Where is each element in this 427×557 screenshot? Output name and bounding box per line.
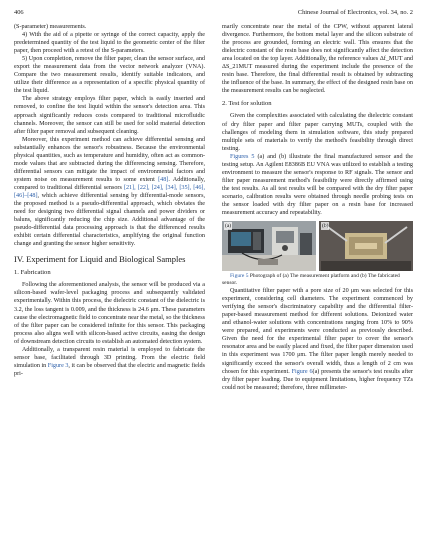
- paragraph: 5) Upon completion, remove the filter paper, clean the sensor surface, and export the measurement data from the vector network analyzer (VNA). Compare the two measurement results, identify suitable indicators, and utilize their difference as a representation of a specific physical quantity of the test liquid.: [14, 56, 205, 95]
- citation-link[interactable]: [21], [22], [24], [34], [35], [46], [46]–[48]: [14, 184, 205, 199]
- paragraph-text: , which achieve differential sensing by differential-mode sensors, the proposed method is a pseudo-differential approach, which obviates the need for designing two differential signal channels and power dividers or baluns, significantly reducing the chip size. Additional advantage of the pseudo-differential data processing approach is that the differenced results exhibit certain differential characteristics, amplifying the original function change and granting the sensor higher sensitivity.: [14, 192, 205, 248]
- subsection-heading: 1. Fabrication: [14, 269, 51, 277]
- paragraph: (S-parameter) measurements.: [14, 24, 87, 30]
- paragraph: [14, 136, 205, 249]
- paragraph-text: Quantitative filter paper with a pore size of 20 μm was selected for this experiment, considering cell diameters. The experiment commenced by verifying the sensor's discriminatory capability and the differential filter-paper-based measurement method for different solutions. Deionized water and ethanol-water solutions with concentrations ranging from 10% to 90% were prepared, and experiments were conducted as previously described. Given the need for the experimental filter paper to cover the sensor's resonator area and be easily placed and fixed, the filter paper dimension used in this experiment was 1700 μm. The filter paper length merely needed to significantly exceed the sensor's overall width, thus a length of 2 cm was chosen for this experiment.: [222, 288, 413, 375]
- figure-link[interactable]: Figures 5: [230, 153, 255, 160]
- figure-5: [222, 221, 413, 271]
- caption-label: Figure 5: [230, 273, 249, 280]
- figure-caption: [222, 273, 413, 287]
- paragraph-text: Moreover, this experiment method can achieve differential sensing and substantially enhances the sensor's robustness. Because the environmental physical quantities, such as temperature and humidity, often act as common-mode values that are subtracted during the differencing sensing. Therefore, differential sensors can mitigate the impact of environmental factors and system noise on measurement results to some extent: [14, 136, 205, 183]
- fabricated-sensor-photo: [319, 221, 413, 271]
- subsection-heading: 2. Test for solution: [222, 100, 272, 108]
- paragraph: Given the complexities associated with calculating the dielectric constant of dry filter paper and filter paper carrying MUTs, coupled with the challenges of modeling them in simulation software, this study prepared multiple sets of materials to verify the method's feasibility through direct testing.: [222, 113, 413, 152]
- section-heading: IV. Experiment for Liquid and Biological Samples: [14, 254, 186, 265]
- journal-title: Chinese Journal of Electronics, vol. 34, no. 2: [297, 9, 413, 16]
- paragraph: [222, 153, 413, 217]
- figure-label-b: (b): [322, 223, 329, 230]
- paragraph: 4) With the aid of a pipette or syringe of the correct capacity, apply the predetermined quantity of the test liquid to the geometric center of the filter paper, then proceed with a retest of the S-parameters.: [14, 32, 205, 55]
- paragraph-text: . Additionally, compared to traditional differential sensors: [14, 176, 205, 191]
- paragraph-text: Additionally, a transparent resin material is employed to fabricate the sensor base, facilitated through 3D printing. From the electric field simulation in: [14, 346, 205, 369]
- figure-link[interactable]: Figure 6: [291, 368, 313, 375]
- paragraph: Following the aforementioned analysis, the sensor will be produced via a silicon-based wafer-level packaging process and subsequently validated experimentally. Within this process, the dielectric constant of the dielectric is 3.2, the loss tangent is 0.009, and the thickness is 24.6 μm. These parameters cause the electromagnetic field to concentrate near the metal, so the thickness of the filter paper can be considered infinite for this sensor. This packaging process also aligns well with silicon-based active circuits, easing the design of downstream detection circuits to establish an automated detection system.: [14, 282, 205, 345]
- paragraph: The above strategy employs filter paper, which is easily inserted and removed, to confine the test liquid within the sensor's detection area. This approach significantly reduces costs compared to traditional microfluidic channels. Moreover, the sensor can still be used for solid material detection after filter paper removal and subsequent cleaning.: [14, 96, 205, 135]
- measurement-platform-image: [222, 221, 316, 271]
- left-column: [14, 23, 205, 378]
- paragraph: [14, 346, 205, 378]
- paragraph: marily concentrate near the metal of the CPW, without apparent lateral divergence. Furthermore, the bottom metal layer and the silicon substrate of the process are grounded, forming an electric wall. This ensures that the dielectric constant of the resin base does not significantly affect the detection area located on the top layer. Additionally, the reference values Δf_MUT and ΔS_21MUT measured during the experiment include the presence of the resin base. Therefore, the final differential result is obtained by subtracting the influence of the base. In summary, the effect of the designed resin base on the measurement results can be neglected.: [222, 24, 413, 95]
- paragraph: [222, 287, 413, 392]
- figure-link[interactable]: Figure 3: [47, 362, 69, 369]
- measurement-platform-photo: [222, 221, 316, 271]
- fabricated-sensor-image: [319, 221, 413, 271]
- figure-label-a: (a): [225, 223, 232, 230]
- right-column: [222, 23, 413, 392]
- page-header: [14, 9, 413, 19]
- paragraph-text: , it can be observed that the electric and magnetic fields pri-: [14, 362, 205, 377]
- citation-link[interactable]: [48]: [158, 176, 169, 183]
- page-number: 406: [14, 9, 24, 16]
- caption-text: Photograph of (a) The measurement platform and (b) The fabricated sensor.: [222, 273, 400, 287]
- paragraph-text: (a) and (b) illustrate the final manufactured sensor and the testing setup. An Agilent E8386B EU VNA was utilized to establish a testing environment to measure the sensor's response to RF signals. The sensor and filter paper measurement method's feasibility were directly affirmed using the test results. As all test results will be compared with the dry filter paper scenario, calibration results were obtained through needle probing tests on the sensor loaded with dry filter paper on a resin base for increased measurement accuracy and repeatability.: [222, 153, 413, 217]
- paragraph-text: (a) presents the sensor's test results after dry filter paper loading. Due to equipment limitations, higher frequency TZs could not be measured; therefore, three millimeter-: [222, 368, 413, 391]
